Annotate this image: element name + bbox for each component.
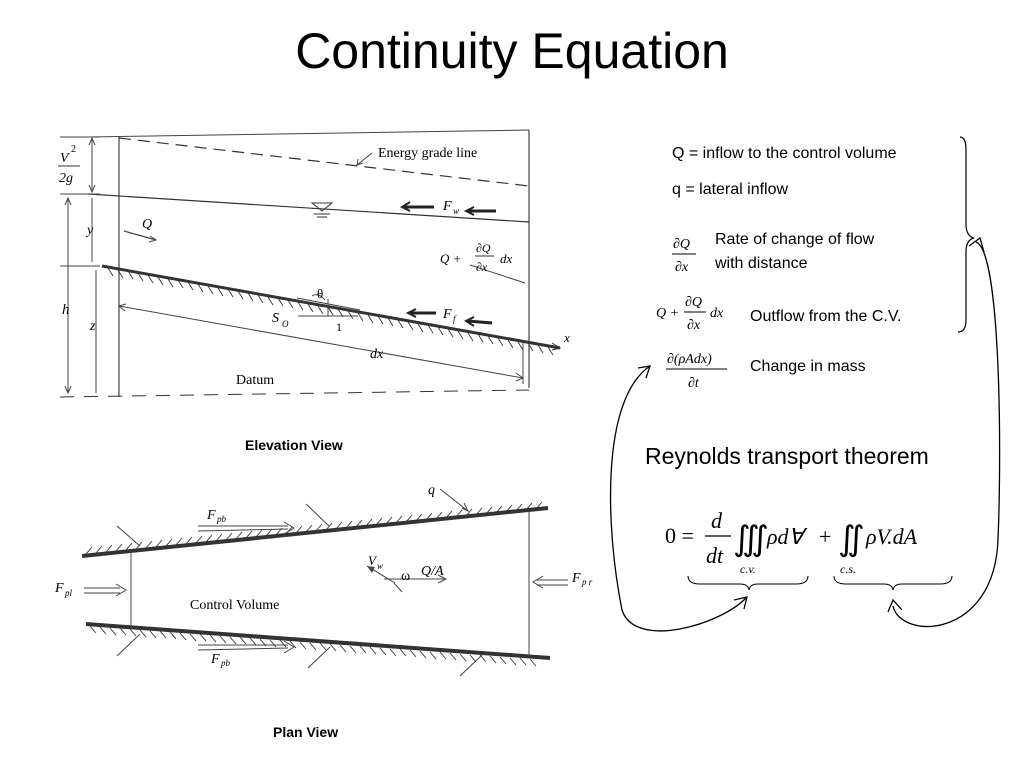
v-label: V xyxy=(60,151,69,166)
energy-grade-line-label: Energy grade line xyxy=(378,146,478,161)
diagram-q-label: Q + xyxy=(440,251,462,266)
outflow-q-plus: Q + xyxy=(656,306,680,321)
mass-definition: Change in mass xyxy=(750,358,866,375)
rtt-d: d xyxy=(711,508,722,533)
v-exponent: 2 xyxy=(71,144,76,155)
rate-label-line2: with distance xyxy=(715,255,808,272)
fpb-bottom-sub: pb xyxy=(221,658,230,668)
fpr-label: F xyxy=(572,571,581,586)
fpl-sub: pl xyxy=(65,588,73,598)
vw-label: V xyxy=(368,553,376,568)
control-volume-label: Control Volume xyxy=(190,598,280,613)
plan-view-caption: Plan View xyxy=(273,724,339,740)
diagram-dx-den: ∂x xyxy=(476,260,488,274)
so-sub: O xyxy=(282,319,289,329)
q-lateral-definition: q = lateral inflow xyxy=(672,181,789,198)
cs-underbrace xyxy=(834,576,952,590)
fpb-top-sub: pb xyxy=(217,514,226,524)
cv-underbrace xyxy=(688,576,808,590)
diagram-dx-tail: dx xyxy=(500,251,513,266)
h-label: h xyxy=(62,302,70,318)
fw-sub: w xyxy=(453,206,460,216)
q-flow-label: Q xyxy=(142,217,153,232)
theta-label: θ xyxy=(317,286,324,301)
q-lateral-label: q xyxy=(428,483,435,498)
fpr-sub: p r xyxy=(582,577,593,587)
rtt-rho-v-da: ρV.dA xyxy=(866,524,918,549)
outflow-denominator: ∂x xyxy=(687,318,701,333)
mass-denominator: ∂t xyxy=(688,376,699,391)
elevation-view-caption: Elevation View xyxy=(245,437,343,453)
fpb-bottom-label: F xyxy=(211,652,220,667)
y-label: y xyxy=(87,223,94,238)
q-inflow-definition: Q = inflow to the control volume xyxy=(672,145,897,162)
mass-numerator: ∂(ρAdx) xyxy=(667,352,712,367)
rate-numerator: ∂Q xyxy=(673,237,691,252)
loop-arrow-right xyxy=(893,242,1000,626)
rtt-cv: c.v. xyxy=(740,562,756,576)
fpl-label: F xyxy=(55,581,64,596)
dx-label: dx xyxy=(370,347,384,362)
rtt-zero-eq: 0 = xyxy=(665,523,694,548)
datum-label: Datum xyxy=(236,373,275,388)
qa-label: Q/A xyxy=(421,564,444,579)
diagram-dq-label: ∂Q xyxy=(476,241,491,255)
rate-denominator: ∂x xyxy=(675,260,689,275)
omega-label: ω xyxy=(401,569,411,584)
rtt-triple-integral: ∭ xyxy=(733,521,769,558)
rtt-cs: c.s. xyxy=(840,562,856,576)
rtt-rho-dvol: ρd∀ xyxy=(767,524,804,549)
x-axis-label: x xyxy=(564,330,570,345)
vw-sub: w xyxy=(377,561,384,571)
one-label: 1 xyxy=(336,320,342,334)
rtt-dt: dt xyxy=(706,543,724,568)
reynolds-label: Reynolds transport theorem xyxy=(645,443,929,469)
ff-label: F xyxy=(443,307,452,322)
two-g-label: 2g xyxy=(59,171,73,186)
outflow-dx-tail: dx xyxy=(710,306,724,321)
so-label: S xyxy=(272,311,279,326)
outflow-numerator: ∂Q xyxy=(685,295,703,310)
fpb-top-label: F xyxy=(207,508,216,523)
rate-label-line1: Rate of change of flow xyxy=(715,231,875,248)
definitions-brace xyxy=(958,137,974,332)
z-label: z xyxy=(90,319,96,334)
rtt-double-integral: ∬ xyxy=(838,521,865,558)
ff-sub: f xyxy=(453,314,456,324)
outflow-definition: Outflow from the C.V. xyxy=(750,308,902,325)
slide-title: Continuity Equation xyxy=(295,23,729,79)
rtt-plus: + xyxy=(819,524,832,549)
loop-arrow-left xyxy=(611,366,746,631)
fw-label: F xyxy=(443,199,452,214)
